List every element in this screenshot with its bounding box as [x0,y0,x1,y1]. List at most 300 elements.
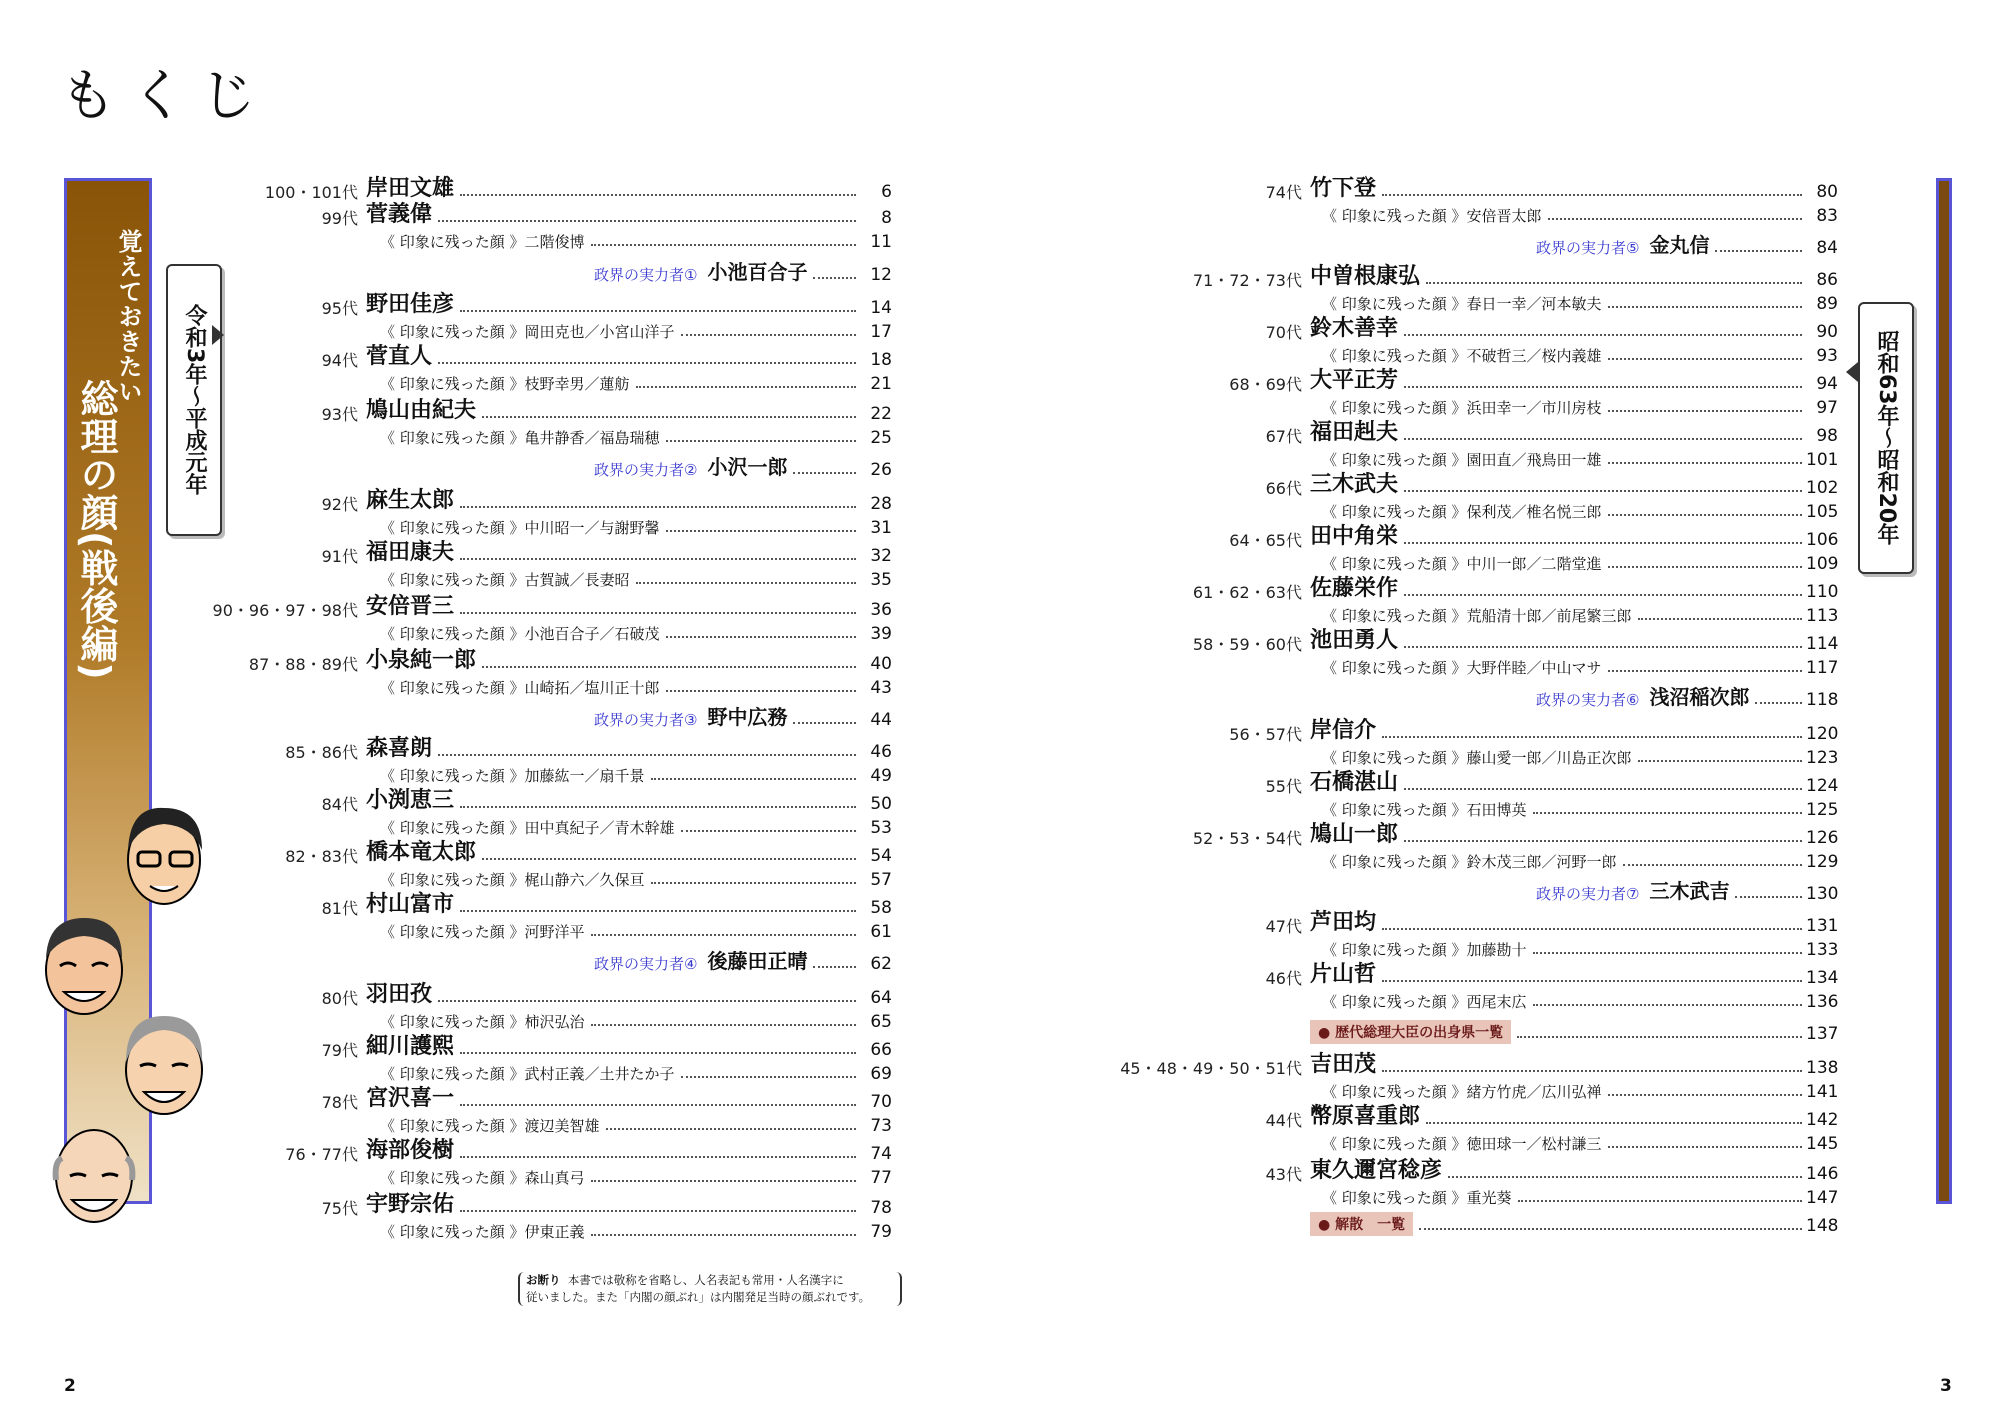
toc-generation: 45・48・49・50・51代 [1120,1059,1302,1078]
toc-leader-dots [1382,928,1802,930]
toc-leader-dots [793,722,856,724]
page-title: もくじ [60,64,270,129]
toc-entry [366,984,892,1008]
toc-entry [1322,550,1838,574]
toc-page-number: 145 [1806,1134,1839,1154]
toc-entry [380,514,892,538]
toc-pm-name: 田中角栄 [1310,524,1399,549]
toc-impression-faces: 《 印象に残った顔 》武村正義／土井たか子 [380,1065,675,1083]
toc-pm-name: 中曽根康弘 [1310,264,1421,289]
toc-page-number: 40 [870,654,892,674]
toc-entry [1322,446,1838,470]
toc-pm-name: 鳩山由紀夫 [366,398,477,423]
toc-entry [1322,654,1838,678]
toc-entry [1322,342,1838,366]
toc-page-number: 73 [870,1116,892,1136]
toc-page-number: 118 [1806,690,1839,710]
toc-page-number: 28 [870,494,892,514]
notice-line1: 本書では敬称を省略し、人名表記も常用・人名漢字に [567,1273,844,1287]
toc-page-number: 49 [870,766,892,786]
toc-leader-dots [460,1052,856,1054]
toc-impression-faces: 《 印象に残った顔 》柿沢弘治 [380,1013,585,1031]
notice-label: お断り [526,1273,561,1287]
toc-generation: 80代 [321,989,358,1008]
toc-page-number: 148 [1806,1216,1839,1236]
toc-impression-faces: 《 印象に残った顔 》岡田克也／小宮山洋子 [380,323,675,341]
toc-entry [1310,474,1838,498]
toc-page-number: 74 [870,1144,892,1164]
toc-page-number: 106 [1806,530,1839,550]
toc-leader-dots [1517,1036,1802,1038]
toc-page-number: 25 [870,428,892,448]
toc-entry [380,228,892,252]
toc-pm-name: 福田康夫 [366,540,455,565]
toc-generation: 71・72・73代 [1192,271,1302,290]
toc-entry [366,1088,892,1112]
toc-entry [1310,1054,1838,1078]
toc-generation: 52・53・54代 [1192,829,1302,848]
toc-page-number: 46 [870,742,892,762]
toc-generation: 55代 [1265,777,1302,796]
toc-leader-dots [1608,410,1802,412]
toc-page-number: 113 [1806,606,1839,626]
toc-leader-dots [438,1000,856,1002]
toc-leader-dots [482,416,856,418]
toc-page-number: 129 [1806,852,1839,872]
toc-entry [366,1194,892,1218]
toc-page-number: 105 [1806,502,1839,522]
toc-leader-dots [1419,1228,1802,1230]
toc-entry [366,294,892,318]
notice [518,1272,902,1306]
toc-pm-name: 鳩山一郎 [1310,822,1399,847]
toc-entry [366,842,892,866]
toc-page-number: 89 [1816,294,1838,314]
toc-page-number: 57 [870,870,892,890]
toc-leader-dots [1426,282,1802,284]
toc-leader-dots [1608,566,1802,568]
toc-page-number: 17 [870,322,892,342]
toc-page-number: 117 [1806,658,1839,678]
toc-pm-name: 吉田茂 [1310,1052,1377,1077]
toc-powerbroker-label: 政界の実力者⑥ [1536,691,1640,709]
right-decor-bar [1936,178,1952,1204]
toc-entry [1310,912,1838,936]
toc-page-number: 31 [870,518,892,538]
toc-impression-faces: 《 印象に残った顔 》山崎拓／塩川正十郎 [380,679,660,697]
toc-page-number: 53 [870,818,892,838]
toc-page-number: 8 [881,208,892,228]
toc-powerbroker-label: 政界の実力者③ [594,711,698,729]
toc-impression-faces: 《 印象に残った顔 》重光葵 [1322,1189,1512,1207]
toc-entry [1322,394,1838,418]
toc-leader-dots [666,530,856,532]
toc-leader-dots [1623,864,1802,866]
toc-page-number: 83 [1816,206,1838,226]
toc-entry [380,318,892,342]
toc-entry [366,178,892,202]
toc-leader-dots [1404,542,1802,544]
toc-leader-dots [636,582,856,584]
toc-page-number: 114 [1806,634,1839,654]
toc-entry [1322,602,1838,626]
toc-entry [1322,202,1838,226]
toc-impression-faces: 《 印象に残った顔 》不破哲三／桜内義雄 [1322,347,1602,365]
toc-pm-name: 小渕恵三 [366,788,455,813]
toc-impression-faces: 《 印象に残った顔 》鈴木茂三郎／河野一郎 [1322,853,1617,871]
toc-generation: 87・88・89代 [248,655,358,674]
toc-leader-dots [1382,194,1802,196]
toc-leader-dots [482,666,856,668]
toc-page-number: 6 [881,182,892,202]
toc-page-number: 62 [870,954,892,974]
toc-entry [1536,686,1838,710]
era-label-right: 昭和63年～昭和20年 [1858,302,1914,574]
era-label-left: 令和3年～平成元年 [166,264,222,536]
toc-page-number: 70 [870,1092,892,1112]
toc-leader-dots [1404,788,1802,790]
toc-pm-name: 鈴木善幸 [1310,316,1399,341]
toc-impression-faces: 《 印象に残った顔 》石田博英 [1322,801,1527,819]
toc-entry [380,1218,892,1242]
toc-pm-name: 石橋湛山 [1310,770,1399,795]
toc-entry [380,566,892,590]
toc-entry [380,918,892,942]
toc-generation: 61・62・63代 [1192,583,1302,602]
toc-entry [1310,964,1838,988]
toc-leader-dots [1755,702,1802,704]
toc-leader-dots [793,472,856,474]
toc-entry [594,706,892,730]
toc-pm-name: 麻生太郎 [366,488,455,513]
toc-page-number: 64 [870,988,892,1008]
toc-entry [380,620,892,644]
toc-entry [366,738,892,762]
toc-generation: 85・86代 [285,743,358,762]
toc-page-number: 36 [870,600,892,620]
toc-leader-dots [666,440,856,442]
toc-leader-dots [1608,358,1802,360]
toc-page-number: 142 [1806,1110,1839,1130]
toc-generation: 67代 [1265,427,1302,446]
toc-powerbroker-name: 浅沼稲次郎 [1649,685,1750,709]
toc-impression-faces: 《 印象に残った顔 》加藤紘一／扇千景 [380,767,645,785]
toc-page-number: 18 [870,350,892,370]
toc-pm-name: 村山富市 [366,892,455,917]
toc-leader-dots [1608,514,1802,516]
toc-impression-faces: 《 印象に残った顔 》梶山静六／久保亘 [380,871,645,889]
toc-entry [366,400,892,424]
toc-page-number: 35 [870,570,892,590]
toc-impression-faces: 《 印象に残った顔 》森山真弓 [380,1169,585,1187]
toc-generation: 84代 [321,795,358,814]
toc-entry [1322,848,1838,872]
toc-entry [1310,526,1838,550]
toc-entry [1310,578,1838,602]
toc-page-number: 123 [1806,748,1839,768]
toc-leader-dots [1426,1122,1802,1124]
toc-powerbroker-name: 金丸信 [1649,233,1710,257]
toc-page-number: 110 [1806,582,1839,602]
toc-impression-faces: 《 印象に残った顔 》二階俊博 [380,233,585,251]
toc-leader-dots [1533,812,1802,814]
toc-leader-dots [1382,736,1802,738]
toc-entry [380,1112,892,1136]
toc-pm-name: 岸信介 [1310,718,1377,743]
toc-leader-dots [1404,594,1802,596]
toc-powerbroker-label: 政界の実力者⑦ [1536,885,1640,903]
toc-page-number: 126 [1806,828,1839,848]
toc-entry [1322,290,1838,314]
toc-page-number: 44 [870,710,892,730]
toc-leader-dots [651,778,856,780]
toc-pm-name: 東久邇宮稔彦 [1310,1158,1443,1183]
toc-generation: 94代 [321,351,358,370]
toc-page-number: 77 [870,1168,892,1188]
toc-pm-name: 小泉純一郎 [366,648,477,673]
toc-entry [1310,1160,1838,1184]
toc-impression-faces: 《 印象に残った顔 》亀井静香／福島瑞穂 [380,429,660,447]
toc-pm-name: 佐藤栄作 [1310,576,1399,601]
toc-page-number: 58 [870,898,892,918]
toc-page-number: 84 [1816,238,1838,258]
toc-impression-faces: 《 印象に残った顔 》河野洋平 [380,923,585,941]
toc-page-number: 22 [870,404,892,424]
toc-leader-dots [1608,1094,1802,1096]
toc-entry [594,456,892,480]
toc-leader-dots [1608,462,1802,464]
toc-generation: 44代 [1265,1111,1302,1130]
toc-page-number: 146 [1806,1164,1839,1184]
toc-impression-faces: 《 印象に残った顔 》浜田幸一／市川房枝 [1322,399,1602,417]
toc-pm-name: 菅義偉 [366,202,433,227]
toc-entry [1310,772,1838,796]
toc-page-number: 86 [1816,270,1838,290]
toc-powerbroker-name: 小池百合子 [707,260,808,284]
toc-entry [1310,422,1838,446]
toc-leader-dots [1404,646,1802,648]
notice-line2: 従いました。また「内閣の顔ぶれ」は内閣発足当時の顔ぶれです。 [526,1290,871,1304]
toc-page-number: 90 [1816,322,1838,342]
toc-generation: 90・96・97・98代 [212,601,358,620]
toc-leader-dots [1735,896,1802,898]
toc-powerbroker-label: 政界の実力者⑤ [1536,239,1640,257]
toc-entry [1322,1130,1838,1154]
toc-entry [1310,630,1838,654]
toc-generation: 91代 [321,547,358,566]
toc-page-number: 80 [1816,182,1838,202]
toc-powerbroker-label: 政界の実力者④ [594,955,698,973]
toc-entry [1310,824,1838,848]
toc-entry [366,204,892,228]
toc-leader-dots [666,636,856,638]
toc-pm-name: 宮沢喜一 [366,1086,455,1111]
page-number-right: 3 [1940,1376,1952,1396]
toc-entry [366,894,892,918]
toc-page-number: 120 [1806,724,1839,744]
toc-leader-dots [813,277,856,279]
toc-leader-dots [482,858,856,860]
toc-entry [366,790,892,814]
toc-pm-name: 片山哲 [1310,962,1377,987]
toc-leader-dots [636,386,856,388]
toc-impression-faces: 《 印象に残った顔 》安倍晋太郎 [1322,207,1542,225]
toc-pm-name: 羽田孜 [366,982,433,1007]
toc-generation: 66代 [1265,479,1302,498]
toc-generation: 95代 [321,299,358,318]
toc-entry [366,650,892,674]
toc-page-number: 98 [1816,426,1838,446]
toc-page-number: 32 [870,546,892,566]
era-arrow-right [1846,362,1858,382]
toc-powerbroker-label: 政界の実力者① [594,266,698,284]
toc-leader-dots [1404,490,1802,492]
toc-generation: 76・77代 [285,1145,358,1164]
toc-entry [366,346,892,370]
toc-page-number: 78 [870,1198,892,1218]
toc-leader-dots [1608,1146,1802,1148]
toc-page-number: 43 [870,678,892,698]
toc-entry [1322,498,1838,522]
toc-generation: 92代 [321,495,358,514]
toc-entry [1310,178,1838,202]
toc-page-number: 54 [870,846,892,866]
toc-leader-dots [1608,306,1802,308]
toc-leader-dots [1404,840,1802,842]
toc-leader-dots [681,334,856,336]
toc-page-number: 147 [1806,1188,1839,1208]
toc-pm-name: 竹下登 [1310,176,1377,201]
toc-page-number: 124 [1806,776,1839,796]
toc-page-number: 131 [1806,916,1839,936]
toc-leader-dots [460,506,856,508]
toc-generation: 93代 [321,405,358,424]
toc-leader-dots [591,1234,856,1236]
banner-title: 総理の顔(戦後編) [74,379,118,680]
toc-page-number: 94 [1816,374,1838,394]
toc-page-number: 130 [1806,884,1839,904]
toc-entry [1536,880,1838,904]
toc-leader-dots [591,1180,856,1182]
toc-entry [1310,370,1838,394]
toc-generation: 64・65代 [1229,531,1302,550]
toc-page-number: 61 [870,922,892,942]
toc-generation: 81代 [321,899,358,918]
toc-impression-faces: 《 印象に残った顔 》西尾末広 [1322,993,1527,1011]
toc-entry [380,1164,892,1188]
toc-generation: 78代 [321,1093,358,1112]
toc-entry [366,542,892,566]
toc-leader-dots [1382,980,1802,982]
toc-leader-dots [1533,1004,1802,1006]
toc-leader-dots [813,966,856,968]
toc-leader-dots [460,1104,856,1106]
toc-leader-dots [606,1128,856,1130]
toc-leader-dots [460,612,856,614]
toc-page-number: 141 [1806,1082,1839,1102]
toc-appendix-tag: ● 歴代総理大臣の出身県一覧 [1310,1020,1511,1044]
toc-page-number: 79 [870,1222,892,1242]
toc-page-number: 65 [870,1012,892,1032]
toc-entry [380,866,892,890]
toc-entry [380,370,892,394]
toc-entry [366,1140,892,1164]
toc-entry [380,424,892,448]
toc-leader-dots [438,362,856,364]
toc-leader-dots [681,830,856,832]
toc-entry [1322,796,1838,820]
toc-impression-faces: 《 印象に残った顔 》中川一郎／二階堂進 [1322,555,1602,573]
toc-pm-name: 野田佳彦 [366,292,455,317]
toc-impression-faces: 《 印象に残った顔 》中川昭一／与謝野馨 [380,519,660,537]
toc-leader-dots [460,310,856,312]
toc-page-number: 101 [1806,450,1839,470]
era-arrow-left [212,325,224,345]
toc-entry [380,762,892,786]
toc-entry [1322,988,1838,1012]
toc-generation: 82・83代 [285,847,358,866]
toc-leader-dots [460,806,856,808]
toc-generation: 47代 [1265,917,1302,936]
toc-powerbroker-name: 野中広務 [707,705,788,729]
caricature-face-smiling [38,908,130,1020]
toc-entry [1310,720,1838,744]
toc-leader-dots [460,1210,856,1212]
toc-impression-faces: 《 印象に残った顔 》小池百合子／石破茂 [380,625,660,643]
toc-entry [380,674,892,698]
toc-generation: 79代 [321,1041,358,1060]
toc-impression-faces: 《 印象に残った顔 》加藤勘十 [1322,941,1527,959]
toc-page-number: 50 [870,794,892,814]
toc-leader-dots [1638,760,1802,762]
toc-entry [366,490,892,514]
toc-generation: 46代 [1265,969,1302,988]
toc-impression-faces: 《 印象に残った顔 》徳田球一／松村謙三 [1322,1135,1602,1153]
toc-page-number: 136 [1806,992,1839,1012]
toc-pm-name: 大平正芳 [1310,368,1399,393]
toc-powerbroker-label: 政界の実力者② [594,461,698,479]
toc-pm-name: 岸田文雄 [366,176,455,201]
toc-page-number: 21 [870,374,892,394]
toc-pm-name: 安倍晋三 [366,594,455,619]
toc-impression-faces: 《 印象に残った顔 》緒方竹虎／広川弘禅 [1322,1083,1602,1101]
toc-entry [380,1008,892,1032]
toc-page-number: 11 [870,232,892,252]
toc-powerbroker-name: 後藤田正晴 [707,949,808,973]
toc-leader-dots [1448,1176,1802,1178]
toc-powerbroker-name: 三木武吉 [1649,879,1730,903]
toc-generation: 75代 [321,1199,358,1218]
toc-pm-name: 細川護熙 [366,1034,455,1059]
toc-leader-dots [1638,618,1802,620]
toc-leader-dots [1404,334,1802,336]
toc-pm-name: 芦田均 [1310,910,1377,935]
toc-leader-dots [591,244,856,246]
toc-leader-dots [1404,386,1802,388]
toc-page-number: 12 [870,265,892,285]
toc-pm-name: 幣原喜重郎 [1310,1104,1421,1129]
toc-entry [366,596,892,620]
toc-appendix-tag: ● 解散 一覧 [1310,1212,1413,1236]
toc-page-number: 102 [1806,478,1839,498]
banner-subtitle: 覚えておきたい [114,229,142,404]
toc-entry [594,950,892,974]
toc-leader-dots [651,882,856,884]
toc-entry [380,1060,892,1084]
toc-page-number: 14 [870,298,892,318]
toc-pm-name: 菅直人 [366,344,433,369]
toc-impression-faces: 《 印象に残った顔 》荒船清十郎／前尾繁三郎 [1322,607,1632,625]
